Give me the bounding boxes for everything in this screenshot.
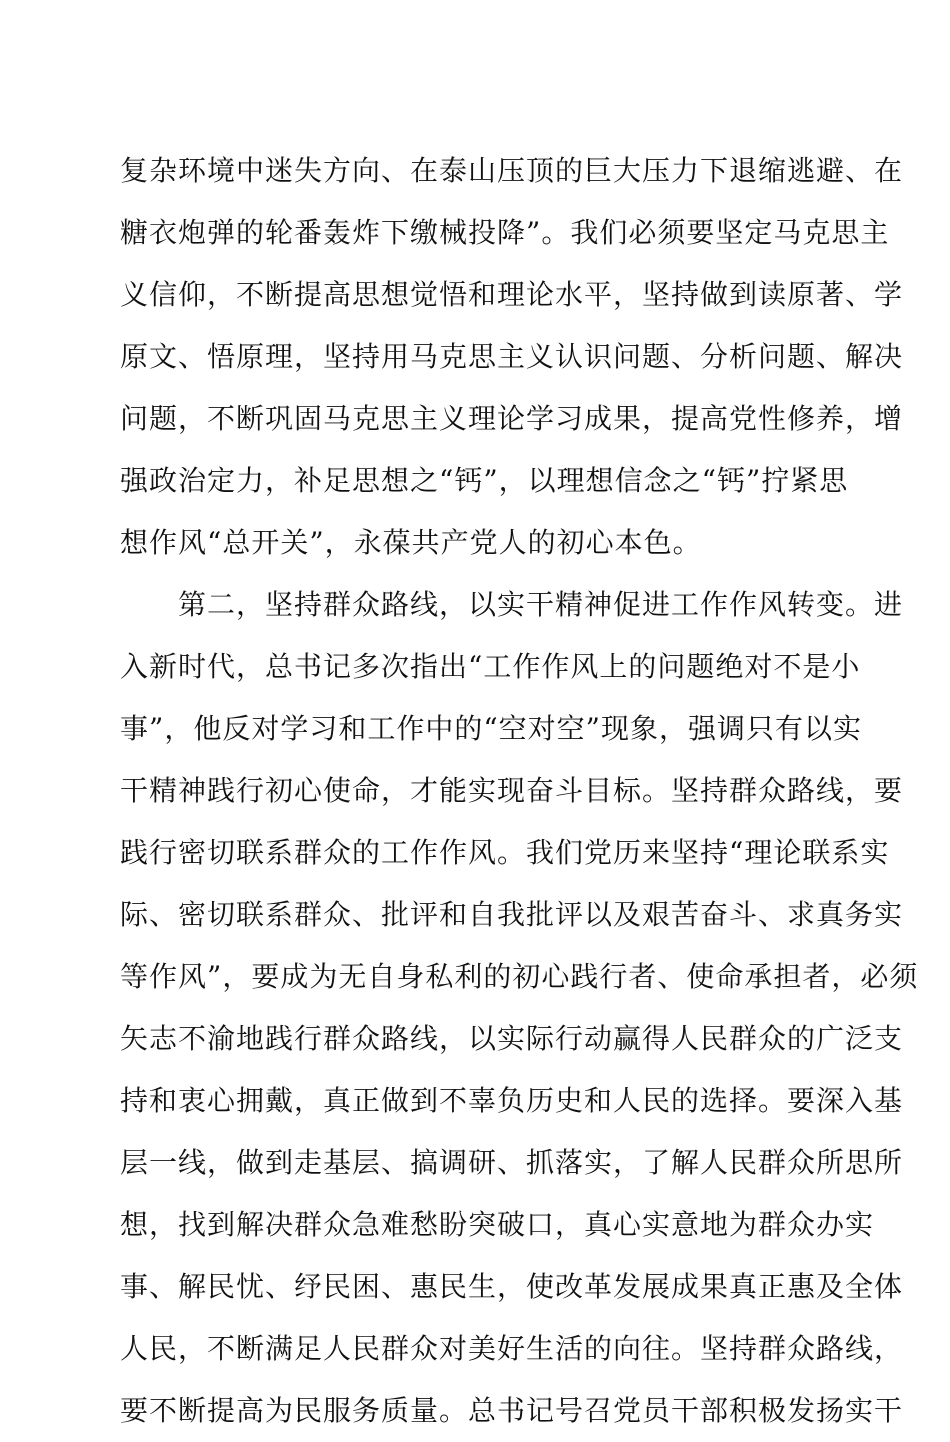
text-line: 等作风”，要成为无自身私利的初心践行者、使命承担者，必须 xyxy=(120,960,919,993)
text-line: 层一线，做到走基层、搞调研、抓落实，了解人民群众所思所 xyxy=(120,1146,904,1179)
text-line: 持和衷心拥戴，真正做到不辜负历史和人民的选择。要深入基 xyxy=(120,1084,904,1117)
text-line: 强政治定力，补足思想之“钙”，以理想信念之“钙”拧紧思 xyxy=(120,464,849,497)
text-line: 事”，他反对学习和工作中的“空对空”现象，强调只有以实 xyxy=(120,712,862,745)
body-text xyxy=(120,140,919,1442)
text-line: 糖衣炮弹的轮番轰炸下缴械投降”。我们必须要坚定马克思主 xyxy=(120,216,890,249)
paragraph-start-line: 第二，坚持群众路线，以实干精神促进工作作风转变。进 xyxy=(120,588,904,621)
text-line: 问题，不断巩固马克思主义理论学习成果，提高党性修养，增 xyxy=(120,402,904,435)
paragraph-end-line: 想作风“总开关”，永葆共产党人的初心本色。 xyxy=(120,526,702,559)
text-line: 践行密切联系群众的工作作风。我们党历来坚持“理论联系实 xyxy=(120,836,890,869)
text-line: 要不断提高为民服务质量。总书记号召党员干部积极发扬实干 xyxy=(120,1394,904,1427)
text-line: 际、密切联系群众、批评和自我批评以及艰苦奋斗、求真务实 xyxy=(120,898,904,931)
text-line: 想，找到解决群众急难愁盼突破口，真心实意地为群众办实 xyxy=(120,1208,875,1241)
text-line: 义信仰，不断提高思想觉悟和理论水平，坚持做到读原著、学 xyxy=(120,278,904,311)
text-line: 矢志不渝地践行群众路线，以实际行动赢得人民群众的广泛支 xyxy=(120,1022,904,1055)
text-line: 干精神践行初心使命，才能实现奋斗目标。坚持群众路线，要 xyxy=(120,774,904,807)
text-line: 入新时代，总书记多次指出“工作作风上的问题绝对不是小 xyxy=(120,650,861,683)
text-line: 原文、悟原理，坚持用马克思主义认识问题、分析问题、解决 xyxy=(120,340,904,373)
text-line: 人民，不断满足人民群众对美好生活的向往。坚持群众路线， xyxy=(120,1332,904,1365)
text-line: 事、解民忧、纾民困、惠民生，使改革发展成果真正惠及全体 xyxy=(120,1270,904,1303)
text-line: 复杂环境中迷失方向、在泰山压顶的巨大压力下退缩逃避、在 xyxy=(120,154,904,187)
